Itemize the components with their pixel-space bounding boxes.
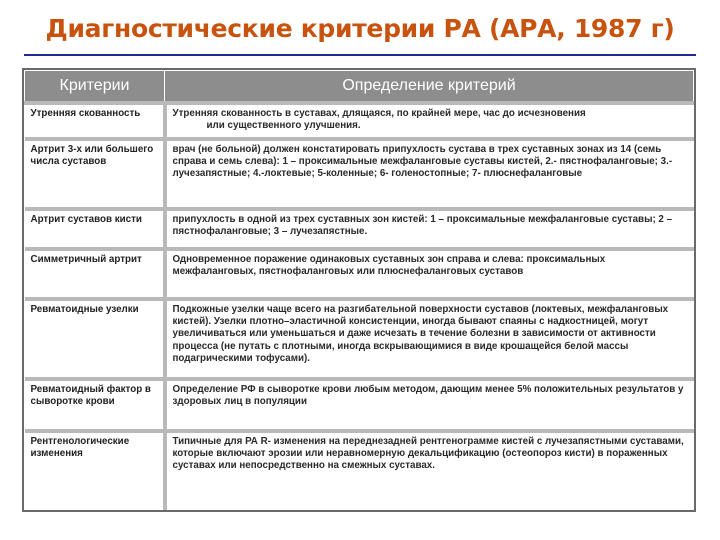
definition-cell — [165, 103, 694, 139]
criterion-cell: Симметричный артрит — [25, 249, 165, 299]
definition-cell — [165, 299, 694, 379]
title-underline — [24, 54, 696, 56]
definition-text: врач (не больной) должен констатировать припухлость сустава в трех суставных зонах из 14 (семь справа и семь слева): 1 – проксимальные межфаланговые суставы кистей, 2.- пястнофаланговые; 3.- лучезапястные; 4.-локтевые; 5-коленные; 6- голеностопные; 7- плюснефаланговые — [172, 144, 673, 180]
header-definition: Определение критерий — [165, 71, 694, 104]
table-row — [25, 209, 694, 249]
criterion-cell: Ревматоидные узелки — [25, 299, 165, 379]
criterion-cell: Утренняя скованность — [25, 103, 165, 139]
definition-cell — [165, 431, 694, 510]
definition-cell — [165, 249, 694, 299]
definition-text: Утренняя скованность в суставах, длящаяся, по крайней мере, час до исчезновения — [172, 108, 586, 119]
definition-text: припухлость в одной из трех суставных зон кистей: 1 – проксимальные межфаланговые суставы; 2 – пястнофаланговые; 3 – лучезапястные. — [172, 214, 673, 238]
definition-cell — [165, 209, 694, 249]
table-row — [25, 139, 694, 209]
definition-cell — [165, 139, 694, 209]
definition-text: Типичные для РА R- изменения на переднезадней рентгенограмме кистей с лучезапястными суставами, которые включают эрозии или неравномерную декальцификацию (остеопороз кисти) в пораженных суставах или непосредственно на смежных суставах. — [172, 436, 684, 472]
table-row — [25, 103, 694, 139]
table-row — [25, 249, 694, 299]
table-row — [25, 299, 694, 379]
definition-text: Одновременное поражение одинаковых суставных зон справа и слева: проксимальных межфаланговых, пястнофаланговых или плюснефаланговых суставов — [172, 254, 606, 278]
header-criteria: Критерии — [25, 71, 165, 104]
page-title: Диагностические критерии РА (АРА, 1987 г) — [45, 14, 675, 43]
definition-text: или существенного улучшения. — [206, 120, 361, 132]
criterion-cell: Артрит суставов кисти — [25, 209, 165, 249]
definition-text: Определение РФ в сыворотке крови любым методом, дающим менее 5% положительных результатов у здоровых лиц в популяции — [172, 384, 684, 408]
definition-cell — [165, 379, 694, 431]
table-row — [25, 379, 694, 431]
table-row — [25, 431, 694, 510]
definition-text: Подкожные узелки чаще всего на разгибательной поверхности суставов (локтевых, межфаланговых кистей). Узелки плотно–эластичной консистенции, иногда бывают спаяны с надкостницей, могут увеличиваться или уменьшаться и даже исчезать в течение болезни в зависимости от активности процесса (не путать с плотными, иногда вскрывающимися в виде крошащейся белой массы подагрическими тофусами). — [172, 304, 669, 364]
criteria-table — [22, 68, 696, 512]
criterion-cell: Рентгенологические изменения — [25, 431, 165, 510]
criterion-cell: Артрит 3-х или большего числа суставов — [25, 139, 165, 209]
table-header-row — [25, 71, 694, 104]
criterion-cell: Ревматоидный фактор в сыворотке крови — [25, 379, 165, 431]
